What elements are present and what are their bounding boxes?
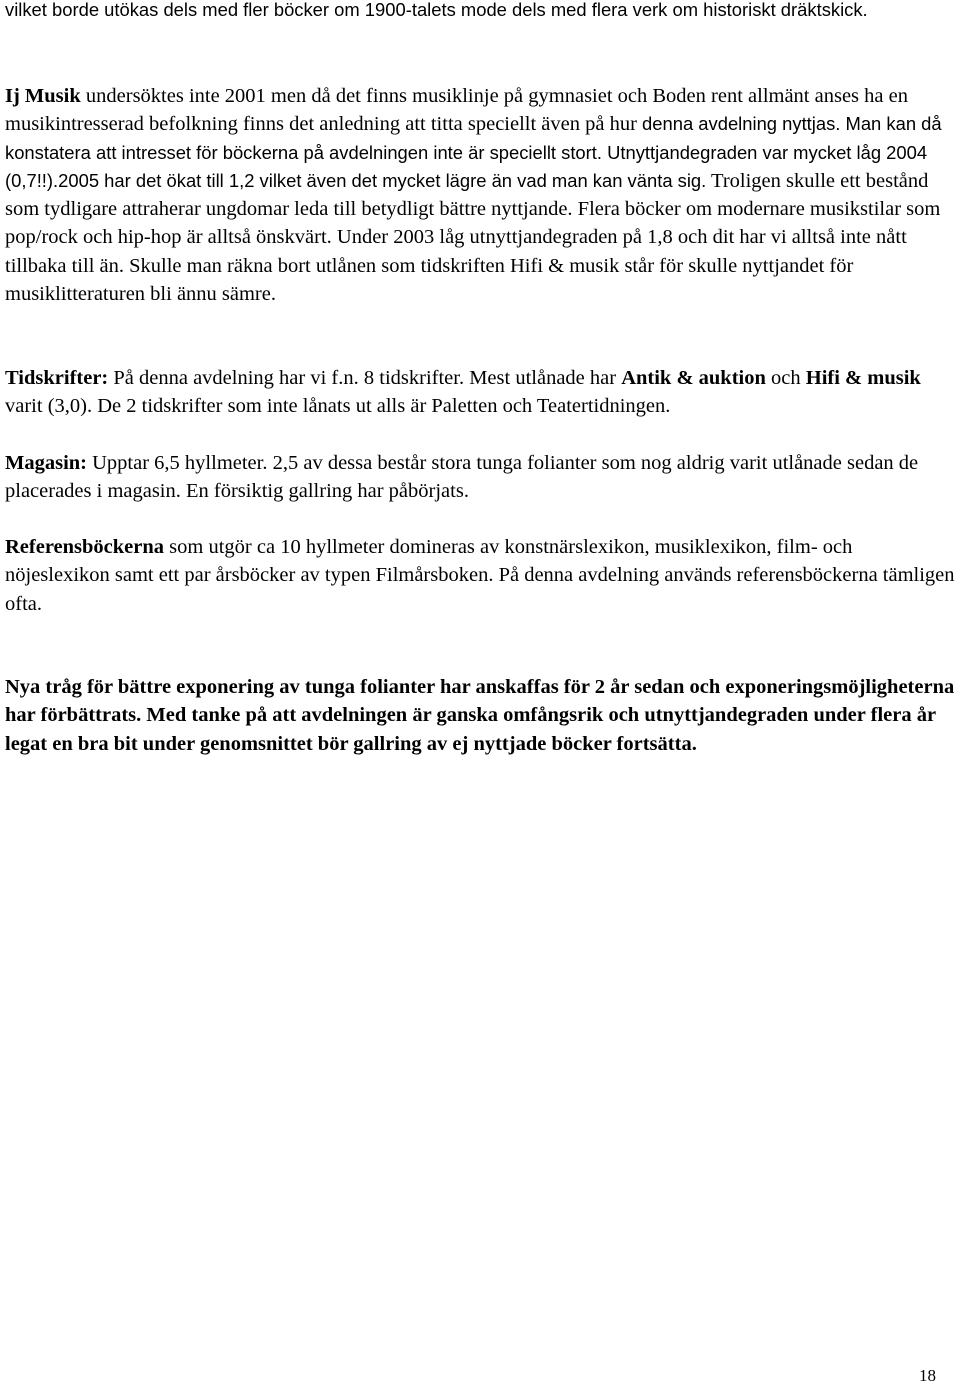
conclusion-text: Nya tråg för bättre exponering av tunga folianter har anskaffas för 2 år sedan och exponeringsmöjligheterna har förbättrats. Med tanke på att avdelningen är ganska omfångsrik och utnyttjandegraden under flera år legat en bra bit under genomsnittet bör gallring av ej nyttjade böcker fortsätta. [5, 676, 955, 755]
intro-text: vilket borde utökas dels med fler böcker om 1900-talets mode dels med flera verk om historiskt dräktskick. [5, 0, 868, 20]
reference-text: som utgör ca 10 hyllmeter domineras av konstnärslexikon, musiklexikon, film- och nöjeslexikon samt ett par årsböcker av typen Filmårsboken. På denna avdelning används referensböckerna tämligen ofta. [5, 536, 955, 615]
periodicals-paragraph [5, 364, 955, 421]
storage-heading: Magasin: [5, 452, 87, 474]
storage-paragraph [5, 449, 955, 506]
music-paragraph [5, 82, 955, 308]
periodicals-bold-1: Antik & auktion [621, 367, 766, 389]
music-serif-tail: Troligen skulle ett bestånd som tydligare attraherar ungdomar leda till betydligt bättre nyttjande. Flera böcker om modernare musikstilar som pop/rock och hip-hop är alltså önskvärt. Under 2003 låg utnyttjandegraden på 1,8 och dit har vi alltså inte nått tillbaka till än. Skulle man räkna bort utlånen som tidskriften Hifi & musik står för skulle nyttjandet för musiklitteraturen bli ännu sämre. [5, 169, 941, 306]
reference-paragraph [5, 533, 955, 618]
periodicals-text-1: På denna avdelning har vi f.n. 8 tidskrifter. Mest utlånade har [108, 367, 622, 389]
periodicals-text-3: varit (3,0). De 2 tidskrifter som inte lånats ut alls är Paletten och Teatertidningen. [5, 395, 671, 418]
reference-heading: Referensböckerna [5, 536, 165, 558]
periodicals-heading: Tidskrifter: [5, 367, 109, 389]
storage-text: Upptar 6,5 hyllmeter. 2,5 av dessa består stora tunga folianter som nog aldrig varit utlånade sedan de placerades i magasin. En försiktig gallring har påbörjats. [5, 452, 919, 503]
music-heading: Ij Musik [5, 85, 81, 107]
conclusion-paragraph [5, 673, 955, 758]
periodicals-text-2: och [765, 367, 806, 389]
page-number: 18 [919, 1366, 936, 1385]
periodicals-bold-2: Hifi & musik [805, 367, 921, 389]
music-serif-text: undersöktes inte 2001 men då det finns musiklinje på gymnasiet och Boden rent allmänt anses ha en musikintresserad befolkning finns det anledning att titta speciellt även på hur [5, 85, 908, 136]
music-sans-text: denna avdelning nyttjas. Man kan då konstatera att intresset för böckerna på avdelningen inte är speciellt stort. Utnyttjandegraden var mycket låg 2004 (0,7!!).2005 har det ökat till 1,2 vilket även det mycket lägre än vad man kan vänta sig. [5, 113, 942, 191]
intro-paragraph [5, 0, 955, 24]
